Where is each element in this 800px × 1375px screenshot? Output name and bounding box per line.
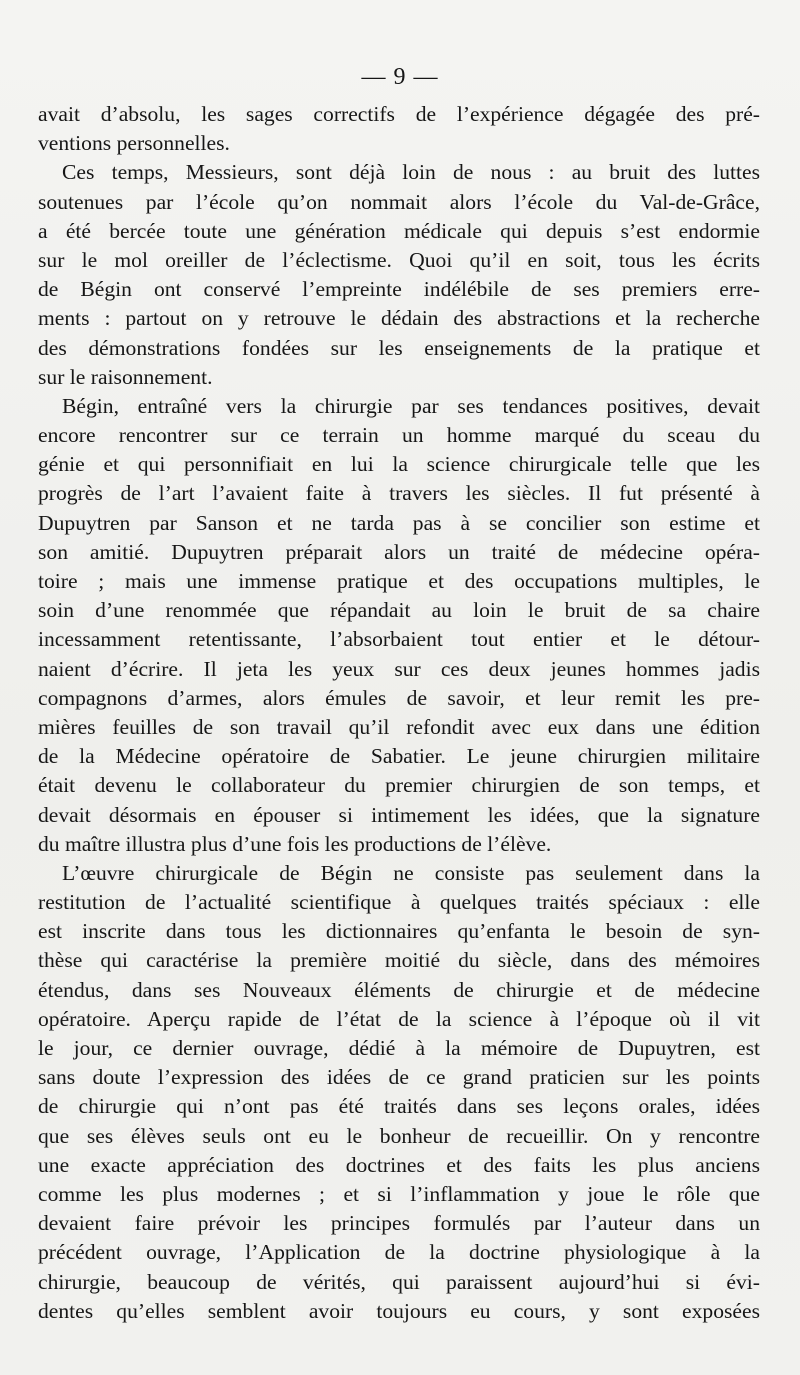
text-line: ments : partout on y retrouve le dédain des abstractions et la recherche	[38, 306, 760, 331]
text-line: incessamment retentissante, l’absorbaient tout entier et le détour-	[38, 627, 760, 652]
text-line: devaient faire prévoir les principes formulés par l’auteur dans un	[38, 1211, 760, 1236]
text-line: L’œuvre chirurgicale de Bégin ne consiste pas seulement dans la	[62, 860, 760, 885]
text-line: précédent ouvrage, l’Application de la doctrine physiologique à la	[38, 1240, 760, 1265]
text-line: avait d’absolu, les sages correctifs de l’expérience dégagée des pré-	[38, 102, 760, 126]
text-line: restitution de l’actualité scientifique à quelques traités spéciaux : elle	[38, 890, 760, 915]
text-line: de Bégin ont conservé l’empreinte indélébile de ses premiers erre-	[38, 277, 760, 302]
text-line: étendus, dans ses Nouveaux éléments de chirurgie et de médecine	[38, 977, 760, 1002]
text-line: sur le raisonnement.	[38, 364, 213, 389]
text-line: le jour, ce dernier ouvrage, dédié à la mémoire de Dupuytren, est	[38, 1036, 760, 1060]
text-line: une exacte appréciation des doctrines et des faits les plus anciens	[38, 1152, 760, 1177]
text-line: était devenu le collaborateur du premier chirurgien de son temps, et	[38, 773, 760, 798]
text-line: soin d’une renommée que répandait au loin le bruit de sa chaire	[38, 598, 760, 623]
page-number: — 9 —	[361, 64, 439, 90]
text-line: mières feuilles de son travail qu’il refondit avec eux dans une édition	[38, 714, 760, 739]
text-line: soutenues par l’école qu’on nommait alors l’école du Val-de-Grâce,	[38, 189, 760, 214]
text-line: dentes qu’elles semblent avoir toujours eu cours, y sont exposées	[38, 1298, 760, 1323]
text-line: Dupuytren par Sanson et ne tarda pas à se concilier son estime et	[38, 510, 760, 535]
text-line: comme les plus modernes ; et si l’inflammation y joue le rôle que	[38, 1181, 760, 1206]
text-line: opératoire. Aperçu rapide de l’état de la science à l’époque où il vit	[38, 1006, 760, 1031]
text-line: ventions personnelles.	[38, 131, 230, 156]
text-line: du maître illustra plus d’une fois les productions de l’élève.	[38, 831, 552, 856]
text-line: Bégin, entraîné vers la chirurgie par ses tendances positives, devait	[62, 393, 760, 418]
text-line: toire ; mais une immense pratique et des occupations multiples, le	[38, 569, 760, 593]
text-line: chirurgie, beaucoup de vérités, qui paraissent aujourd’hui si évi-	[38, 1269, 760, 1294]
text-line: encore rencontrer sur ce terrain un homme marqué du sceau du	[38, 423, 760, 448]
text-line: génie et qui personnifiait en lui la science chirurgicale telle que les	[38, 452, 760, 477]
text-line: des démonstrations fondées sur les enseignements de la pratique et	[38, 335, 760, 360]
text-line: devait désormais en épouser si intimement les idées, que la signature	[38, 802, 760, 827]
text-line: naient d’écrire. Il jeta les yeux sur ces deux jeunes hommes jadis	[38, 656, 760, 681]
text-line: de chirurgie qui n’ont pas été traités dans ses leçons orales, idées	[38, 1094, 760, 1119]
text-line: progrès de l’art l’avaient faite à travers les siècles. Il fut présenté à	[38, 481, 760, 506]
body-text	[38, 100, 760, 1326]
text-line: thèse qui caractérise la première moitié du siècle, dans des mémoires	[38, 948, 760, 973]
text-line: est inscrite dans tous les dictionnaires qu’enfanta le besoin de syn-	[38, 919, 760, 944]
text-line: sur le mol oreiller de l’éclectisme. Quoi qu’il en soit, tous les écrits	[38, 247, 760, 272]
text-line: sans doute l’expression des idées de ce grand praticien sur les points	[38, 1065, 760, 1090]
text-line: son amitié. Dupuytren préparait alors un traité de médecine opéra-	[38, 539, 760, 564]
text-line: Ces temps, Messieurs, sont déjà loin de nous : au bruit des luttes	[62, 160, 760, 185]
text-line: de la Médecine opératoire de Sabatier. Le jeune chirurgien militaire	[38, 744, 760, 769]
text-line: que ses élèves seuls ont eu le bonheur de recueillir. On y rencontre	[38, 1123, 760, 1148]
text-line: compagnons d’armes, alors émules de savoir, et leur remit les pre-	[38, 685, 760, 710]
text-line: a été bercée toute une génération médicale qui depuis s’est endormie	[38, 218, 760, 243]
